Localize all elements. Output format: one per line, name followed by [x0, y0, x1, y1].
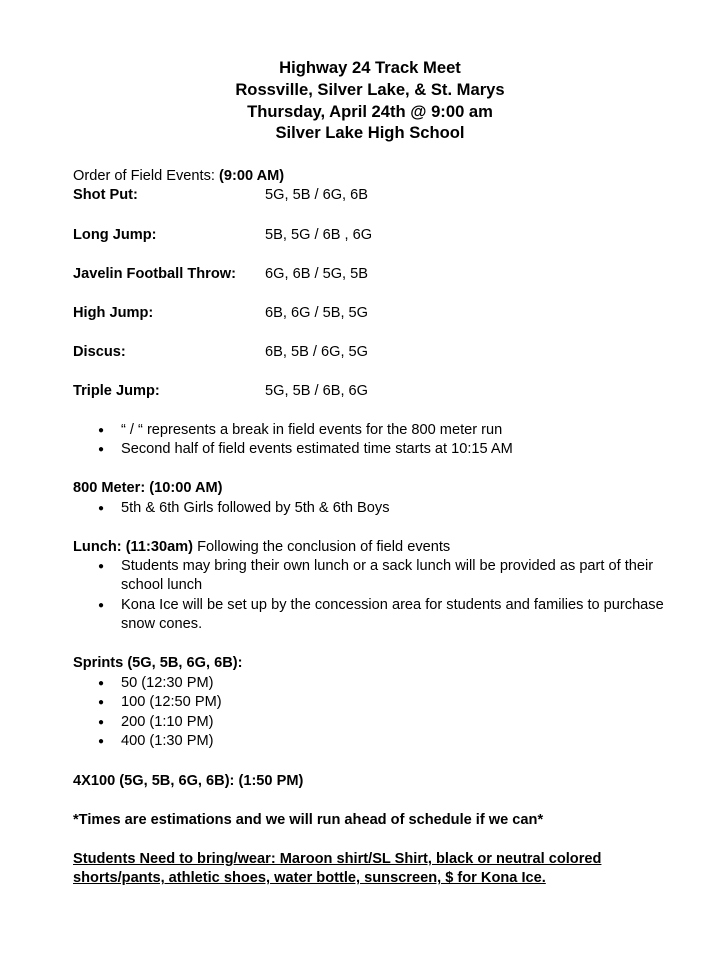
field-events-intro: [73, 167, 673, 186]
event-row: [73, 343, 673, 362]
event-row: [73, 226, 673, 245]
title-line-1: Highway 24 Track Meet: [279, 58, 461, 77]
list-item: ● 200 (1:10 PM): [73, 713, 673, 732]
relay-line: 4X100 (5G, 5B, 6G, 6B): (1:50 PM): [73, 773, 304, 789]
event-name: Shot Put:: [73, 187, 138, 203]
event-row: [73, 186, 673, 205]
list-item: ● 400 (1:30 PM): [73, 732, 673, 751]
event-row-discus: [73, 343, 673, 362]
event-row-high-jump: [73, 304, 673, 323]
list-item: ● 100 (12:50 PM): [73, 693, 673, 712]
event-order: 6G, 6B / 5G, 5B: [265, 266, 369, 282]
disclaimer: *Times are estimations and we will run ahead of schedule if we can*: [73, 812, 544, 828]
field-events-label: Order of Field Events:: [73, 168, 215, 184]
lunch-text: Following the conclusion of field events: [197, 539, 451, 555]
list-item: ● 50 (12:30 PM): [73, 674, 673, 693]
meter800-list: [73, 499, 673, 518]
event-order: 6B, 6G / 5B, 5G: [265, 305, 369, 321]
list-item: ● Kona Ice will be set up by the concession area for students and families to purchase snow cones.: [73, 596, 673, 635]
list-item: ● Students may bring their own lunch or a sack lunch will be provided as part of their school lunch: [73, 557, 673, 596]
event-order: 5G, 5B / 6B, 6G: [265, 383, 369, 399]
event-row: [73, 304, 673, 323]
field-notes-list: [73, 421, 673, 460]
title-line-3: Thursday, April 24th @ 9:00 am: [247, 101, 493, 121]
lunch-heading-line: [73, 538, 450, 557]
lunch-list: [73, 557, 673, 634]
event-order: 6B, 5B / 6G, 5G: [265, 344, 369, 360]
title-line-4: Silver Lake High School: [275, 123, 465, 143]
event-row: [73, 382, 673, 401]
event-name: Triple Jump:: [73, 383, 160, 399]
list-item: ● 5th & 6th Girls followed by 5th & 6th Boys: [73, 499, 673, 518]
event-row-triple-jump: [73, 382, 673, 401]
lunch-heading: Lunch: (11:30am): [73, 539, 194, 555]
event-name: Long Jump:: [73, 227, 157, 243]
field-events-time: (9:00 AM): [219, 168, 285, 184]
sprints-heading: Sprints (5G, 5B, 6G, 6B):: [73, 655, 243, 671]
event-row-javelin: [73, 265, 673, 284]
event-order: 5G, 5B / 6G, 6B: [265, 187, 369, 203]
list-item: ● “ / “ represents a break in field events for the 800 meter run: [73, 421, 673, 440]
title-line-2: Rossville, Silver Lake, & St. Marys: [235, 79, 505, 99]
event-name: Javelin Football Throw:: [73, 266, 236, 282]
event-row-long-jump: [73, 226, 673, 245]
list-item: ● Second half of field events estimated time starts at 10:15 AM: [73, 440, 673, 459]
field-events-section: [73, 167, 673, 205]
bring-list: Students Need to bring/wear: Maroon shirt/SL Shirt, black or neutral colored shorts/pants, athletic shoes, water bottle, sunscreen, $ for Kona Ice.: [73, 851, 602, 887]
event-name: High Jump:: [73, 305, 154, 321]
event-row: [73, 265, 673, 284]
meter800-heading: 800 Meter: (10:00 AM): [73, 480, 223, 496]
event-order: 5B, 5G / 6B , 6G: [265, 227, 373, 243]
event-name: Discus:: [73, 344, 126, 360]
sprints-list: [73, 674, 673, 751]
document-title: [0, 57, 720, 144]
